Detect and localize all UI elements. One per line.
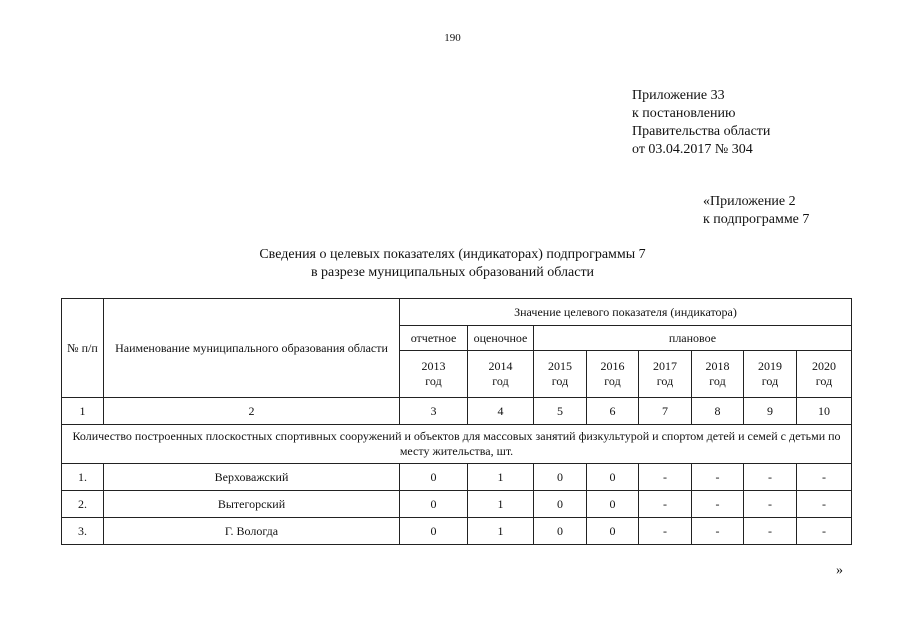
row-value: - (744, 518, 797, 545)
section-row (62, 425, 852, 464)
year-unit: год (815, 374, 833, 388)
row-value: 0 (400, 491, 468, 518)
column-number: 2 (104, 398, 400, 425)
row-value: 1 (468, 464, 534, 491)
row-value: - (639, 491, 692, 518)
title-line-2: в разрезе муниципальных образований области (310, 265, 595, 280)
year-unit: год (761, 374, 779, 388)
row-value: - (692, 518, 744, 545)
row-municipality: Вытегорский (104, 491, 400, 518)
column-number: 9 (744, 398, 797, 425)
appendix-line-1: Приложение 33 (632, 88, 725, 103)
section-title: Количество построенных плоскостных спортивных сооружений и объектов для массовых занятий физкультурой и спортом детей и семей с детьми по месту жительства, шт. (62, 425, 852, 464)
year-unit: год (709, 374, 726, 388)
header-value-group: Значение целевого показателя (индикатора) (400, 299, 852, 326)
year-value: 2017 (653, 359, 677, 373)
header-estimated: оценочное (468, 326, 534, 351)
header-year-cell (534, 351, 587, 398)
header-year-cell (797, 351, 852, 398)
table-row (62, 491, 852, 518)
year-value: 2020 (812, 359, 836, 373)
page-number: 190 (444, 32, 461, 44)
row-value: 0 (534, 491, 587, 518)
row-value: 0 (587, 518, 639, 545)
row-value: - (639, 518, 692, 545)
row-value: 0 (587, 491, 639, 518)
column-number: 7 (639, 398, 692, 425)
column-number: 8 (692, 398, 744, 425)
row-municipality: Г. Вологда (104, 518, 400, 545)
row-value: 0 (400, 464, 468, 491)
header-year-cell (639, 351, 692, 398)
row-value: - (797, 491, 852, 518)
column-number: 5 (534, 398, 587, 425)
row-municipality: Верховажский (104, 464, 400, 491)
appendix-line-4: от 03.04.2017 № 304 (632, 142, 753, 157)
header-year-cell (692, 351, 744, 398)
header-name: Наименование муниципального образования области (104, 299, 400, 398)
header-planned: плановое (534, 326, 852, 351)
appendix-line-3: Правительства области (632, 124, 771, 139)
row-value: - (797, 518, 852, 545)
indicators-table (61, 298, 852, 545)
year-unit: год (425, 374, 442, 388)
row-value: 0 (400, 518, 468, 545)
header-reporting: отчетное (400, 326, 468, 351)
row-value: 0 (587, 464, 639, 491)
header-year-cell (400, 351, 468, 398)
year-value: 2019 (758, 359, 782, 373)
year-value: 2016 (600, 359, 625, 373)
sub-appendix-block (703, 193, 809, 229)
year-unit: год (551, 374, 569, 388)
year-value: 2015 (548, 359, 572, 373)
row-value: 1 (468, 518, 534, 545)
year-unit: год (492, 374, 509, 388)
row-value: - (692, 464, 744, 491)
row-value: - (744, 464, 797, 491)
table-row (62, 518, 852, 545)
column-number-row (62, 398, 852, 425)
row-value: 0 (534, 518, 587, 545)
row-value: 0 (534, 464, 587, 491)
row-value: 1 (468, 491, 534, 518)
row-num: 2. (62, 491, 104, 518)
row-value: - (692, 491, 744, 518)
header-year-cell (744, 351, 797, 398)
row-num: 1. (62, 464, 104, 491)
row-num: 3. (62, 518, 104, 545)
title-line-1: Сведения о целевых показателях (индикаторах) подпрограммы 7 (259, 247, 646, 262)
column-number: 10 (797, 398, 852, 425)
document-title (0, 246, 905, 282)
column-number: 3 (400, 398, 468, 425)
year-unit: год (604, 374, 621, 388)
year-unit: год (656, 374, 674, 388)
column-number: 1 (62, 398, 104, 425)
row-value: - (744, 491, 797, 518)
year-value: 2014 (488, 359, 513, 373)
column-number: 4 (468, 398, 534, 425)
year-value: 2018 (705, 359, 730, 373)
row-value: - (639, 464, 692, 491)
closing-quote: » (836, 563, 843, 578)
sub-appendix-line-2: к подпрограмме 7 (703, 212, 810, 227)
header-year-cell (587, 351, 639, 398)
header-num: № п/п (62, 299, 104, 398)
appendix-line-2: к постановлению (632, 106, 736, 121)
year-value: 2013 (421, 359, 446, 373)
header-row-top (62, 299, 852, 326)
column-number: 6 (587, 398, 639, 425)
sub-appendix-line-1: «Приложение 2 (703, 194, 796, 209)
table-row (62, 464, 852, 491)
appendix-block (632, 87, 770, 159)
header-year-cell (468, 351, 534, 398)
row-value: - (797, 464, 852, 491)
